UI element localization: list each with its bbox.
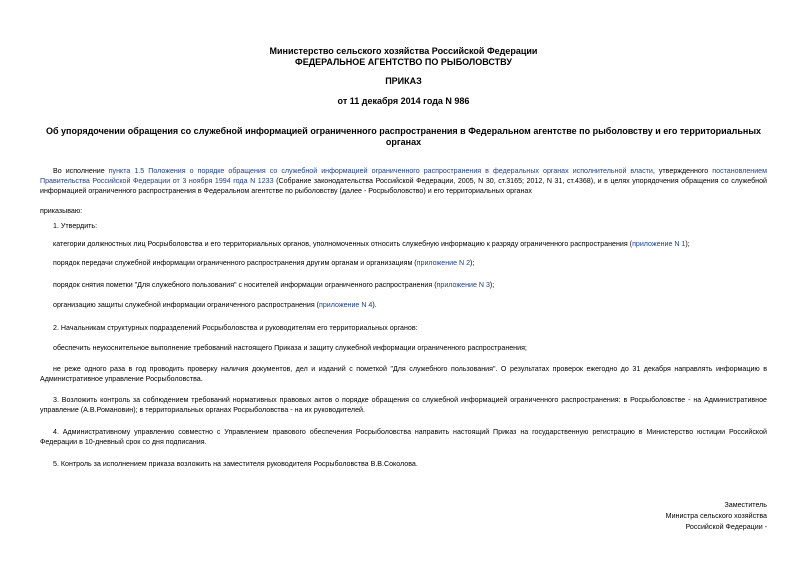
item-2b: не реже одного раза в год проводить проверку наличия документов, дел и изданий с пометкой "Для служебного пользования". О результатах проверок ежегодно до 31 декабря направлять информацию в Административное управление Росрыболовства. [40,365,767,383]
appendix-4-link[interactable]: приложение N 4 [319,301,373,309]
item-3: 3. Возложить контроль за соблюдением требований нормативных правовых актов о порядке обращения со служебной информацией ограниченного распространения: в Росрыболовстве - на Административное управление (А.В.Романовин); в территориальных органах Росрыболовства - на их руководителей. [40,396,767,414]
item-1c: порядок снятия пометки "Для служебного пользования" с носителей информации ограниченного распространения (приложение N 3); [53,281,495,289]
signature-line-1: Заместитель [724,501,767,509]
agency-name: ФЕДЕРАЛЬНОЕ АГЕНТСТВО ПО РЫБОЛОВСТВУ [295,57,512,67]
appendix-3-link[interactable]: приложение N 3 [436,281,490,289]
preamble-text-2: , утвержденного [652,167,713,175]
government-decree-link[interactable]: постановлением Правительства Российской Федерации от 3 ноября 1994 года N 1233 [40,167,767,185]
doc-date-number: от 11 декабря 2014 года N 986 [337,96,470,106]
page-title: Об упорядочении обращения со служебной информацией ограниченного распространения в Федеральном агентстве по рыболовству и его территориальных органах [45,126,762,147]
item-2a: обеспечить неукоснительное выполнение требований настоящего Приказа и защиту служебной информации ограниченного распространения; [53,344,527,352]
appendix-1-link[interactable]: приложение N 1 [632,240,686,248]
item-2: 2. Начальникам структурных подразделений Росрыболовства и руководителям его территориальных органов: [53,324,418,332]
doc-type: ПРИКАЗ [385,76,422,86]
preamble-text-1: Во исполнение [53,167,109,175]
item-1b: порядок передачи служебной информации ограниченного распространения другим органам и организациям (приложение N 2); [53,259,475,267]
ministry-name: Министерство сельского хозяйства Российской Федерации [269,46,538,56]
item-5: 5. Контроль за исполнением приказа возложить на заместителя руководителя Росрыболовства В.В.Соколова. [53,460,418,468]
appendix-2-link[interactable]: приложение N 2 [416,259,471,267]
item-4: 4. Административному управлению совместно с Управлением правового обеспечения Росрыболовства направить настоящий Приказ на государственную регистрацию в Министерство юстиции Российской Федерации в 10-дневный срок со дня подписания. [40,428,767,446]
regulation-link[interactable]: пункта 1.5 Положения о порядке обращения со служебной информацией ограниченного распространения в федеральных органах исполнительной власти [108,167,653,175]
item-1d: организацию защиты служебной информации ограниченного распространения (приложение N 4). [53,301,377,309]
ordered-text: приказываю: [40,207,83,215]
item-1: 1. Утвердить: [53,222,98,230]
signature-line-3: Российской Федерации - [685,523,767,531]
preamble-text-3: (Собрание законодательства Российской Федерации, 2005, N 30, ст.3165; 2012, N 31, ст.4368), и в целях упорядочения обращения со служебной информацией ограниченного распространения в Федеральном агентстве по рыболовству (далее - Росрыболовство) и его территориальных органах [40,177,768,195]
item-1a: категории должностных лиц Росрыболовства и его территориальных органов, уполномоченных относить служебную информацию к разряду ограниченного распространения (приложение N 1); [53,240,690,248]
preamble [40,166,767,196]
signature-line-2: Министра сельского хозяйства [665,512,767,520]
